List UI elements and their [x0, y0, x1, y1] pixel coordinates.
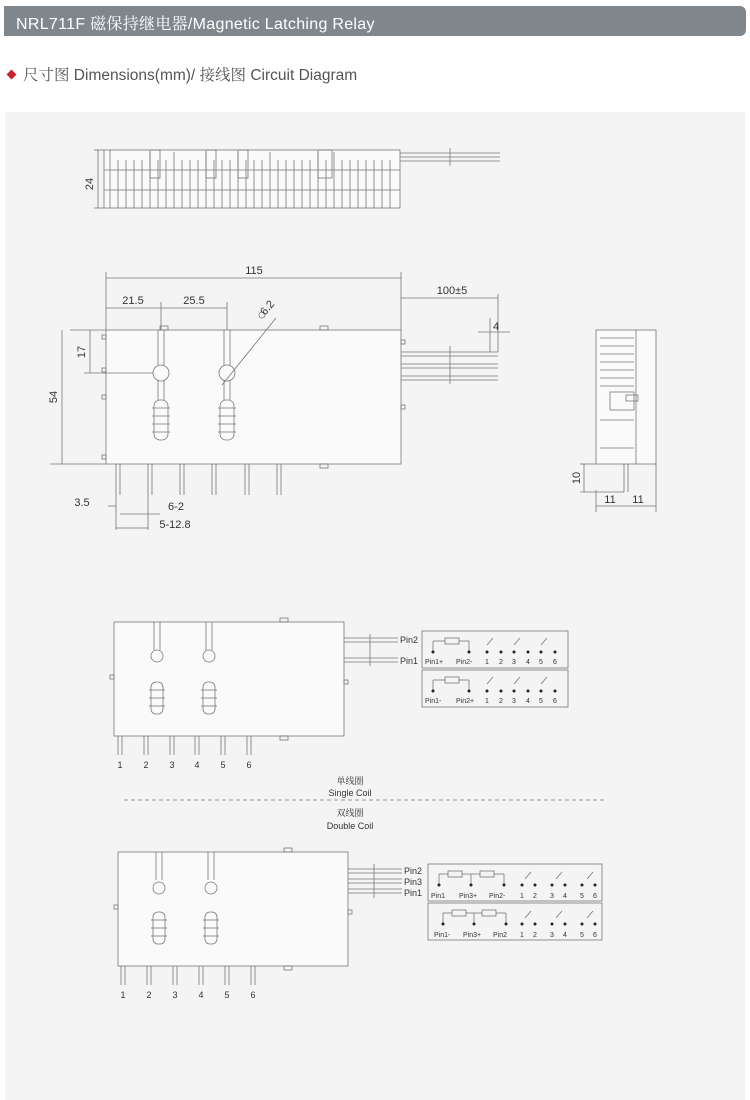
double-row1-num-6: 6 [593, 893, 597, 900]
single-row2-num-4: 4 [526, 698, 530, 705]
dim-hole: 6.2 [258, 298, 278, 318]
dim-pos-b: 25.5 [183, 295, 205, 307]
top-profile-view [94, 148, 500, 208]
double-row1-num-2: 2 [533, 893, 537, 900]
single-row2-num-2: 2 [499, 698, 503, 705]
double-row2-label-1: Pin1- [434, 932, 451, 939]
double-row1-num-4: 4 [563, 893, 567, 900]
double-coil-diagram [114, 848, 602, 985]
double-row2-num-5: 5 [580, 932, 584, 939]
dim-length: 115 [245, 265, 263, 277]
single-row1-num-5: 5 [539, 659, 543, 666]
double-caption-en: Double Coil [326, 821, 374, 831]
single-row2-num-5: 5 [539, 698, 543, 705]
double-row2-label-2: Pin3+ [463, 932, 482, 939]
single-pin-3: 3 [169, 760, 175, 770]
dim-wire-length: 100±5 [436, 285, 468, 297]
dim-side-w2: 11 [632, 494, 644, 506]
double-row2-num-6: 6 [593, 932, 597, 939]
double-caption-cn: 双线圈 [336, 808, 364, 818]
double-row1-label-3: Pin2- [489, 893, 506, 900]
double-lead-mid: Pin3 [404, 877, 423, 887]
single-row2-label-2: Pin2+ [456, 698, 475, 705]
dim-pos-a: 21.5 [122, 295, 144, 307]
dim-body-height: 54 [48, 390, 60, 404]
single-coil-diagram [110, 618, 568, 755]
dim-pin-b: 5-12.8 [159, 519, 191, 531]
double-row2-num-1: 1 [520, 932, 524, 939]
double-pin-4: 4 [198, 990, 204, 1000]
single-caption-cn: 单线圈 [336, 776, 364, 786]
single-pin-4: 4 [194, 760, 200, 770]
single-row1-label-2: Pin2- [456, 659, 473, 666]
single-row1-num-3: 3 [512, 659, 516, 666]
double-pin-3: 3 [172, 990, 178, 1000]
double-row1-label-2: Pin3+ [459, 893, 478, 900]
dim-hole-offset: 17 [76, 345, 88, 359]
double-row2-num-4: 4 [563, 932, 567, 939]
single-row1-num-1: 1 [485, 659, 489, 666]
single-pin-5: 5 [220, 760, 226, 770]
double-row1-label-1: Pin1 [431, 893, 446, 900]
double-row1-num-3: 3 [550, 893, 554, 900]
double-row1-num-1: 1 [520, 893, 524, 900]
single-caption-en: Single Coil [328, 788, 372, 798]
double-lead-bottom: Pin1 [404, 888, 423, 898]
dim-height: 24 [84, 177, 96, 191]
double-pin-2: 2 [146, 990, 152, 1000]
front-view [50, 272, 510, 530]
side-view [580, 330, 656, 512]
single-row2-num-3: 3 [512, 698, 516, 705]
single-pin-6: 6 [246, 760, 252, 770]
dim-pin-a: 6-2 [168, 501, 184, 513]
single-pin-1: 1 [117, 760, 123, 770]
double-row2-num-3: 3 [550, 932, 554, 939]
single-pin-2: 2 [143, 760, 149, 770]
double-pin-1: 1 [120, 990, 126, 1000]
single-row2-num-6: 6 [553, 698, 557, 705]
single-row1-label-1: Pin1+ [425, 659, 444, 666]
double-row1-num-5: 5 [580, 893, 584, 900]
double-pin-6: 6 [250, 990, 256, 1000]
dim-wire-end: 4 [492, 321, 500, 333]
dim-side-w1: 11 [604, 494, 616, 506]
single-row2-num-1: 1 [485, 698, 489, 705]
single-row2-label-1: Pin1- [425, 698, 442, 705]
page-title: NRL711F 磁保持继电器/Magnetic Latching Relay [16, 16, 375, 33]
double-row2-label-3: Pin2 [493, 932, 508, 939]
dim-side-height: 10 [571, 471, 583, 485]
subtitle-text: 尺寸图 Dimensions(mm)/ 接线图 Circuit Diagram [23, 67, 358, 84]
single-row1-num-6: 6 [553, 659, 557, 666]
double-pin-5: 5 [224, 990, 230, 1000]
dim-pin-offset: 3.5 [74, 497, 90, 509]
double-row2-num-2: 2 [533, 932, 537, 939]
single-lead-bottom: Pin1 [400, 656, 419, 666]
single-lead-top: Pin2 [400, 635, 419, 645]
double-lead-top: Pin2 [404, 866, 423, 876]
single-row1-num-4: 4 [526, 659, 530, 666]
single-row1-num-2: 2 [499, 659, 503, 666]
